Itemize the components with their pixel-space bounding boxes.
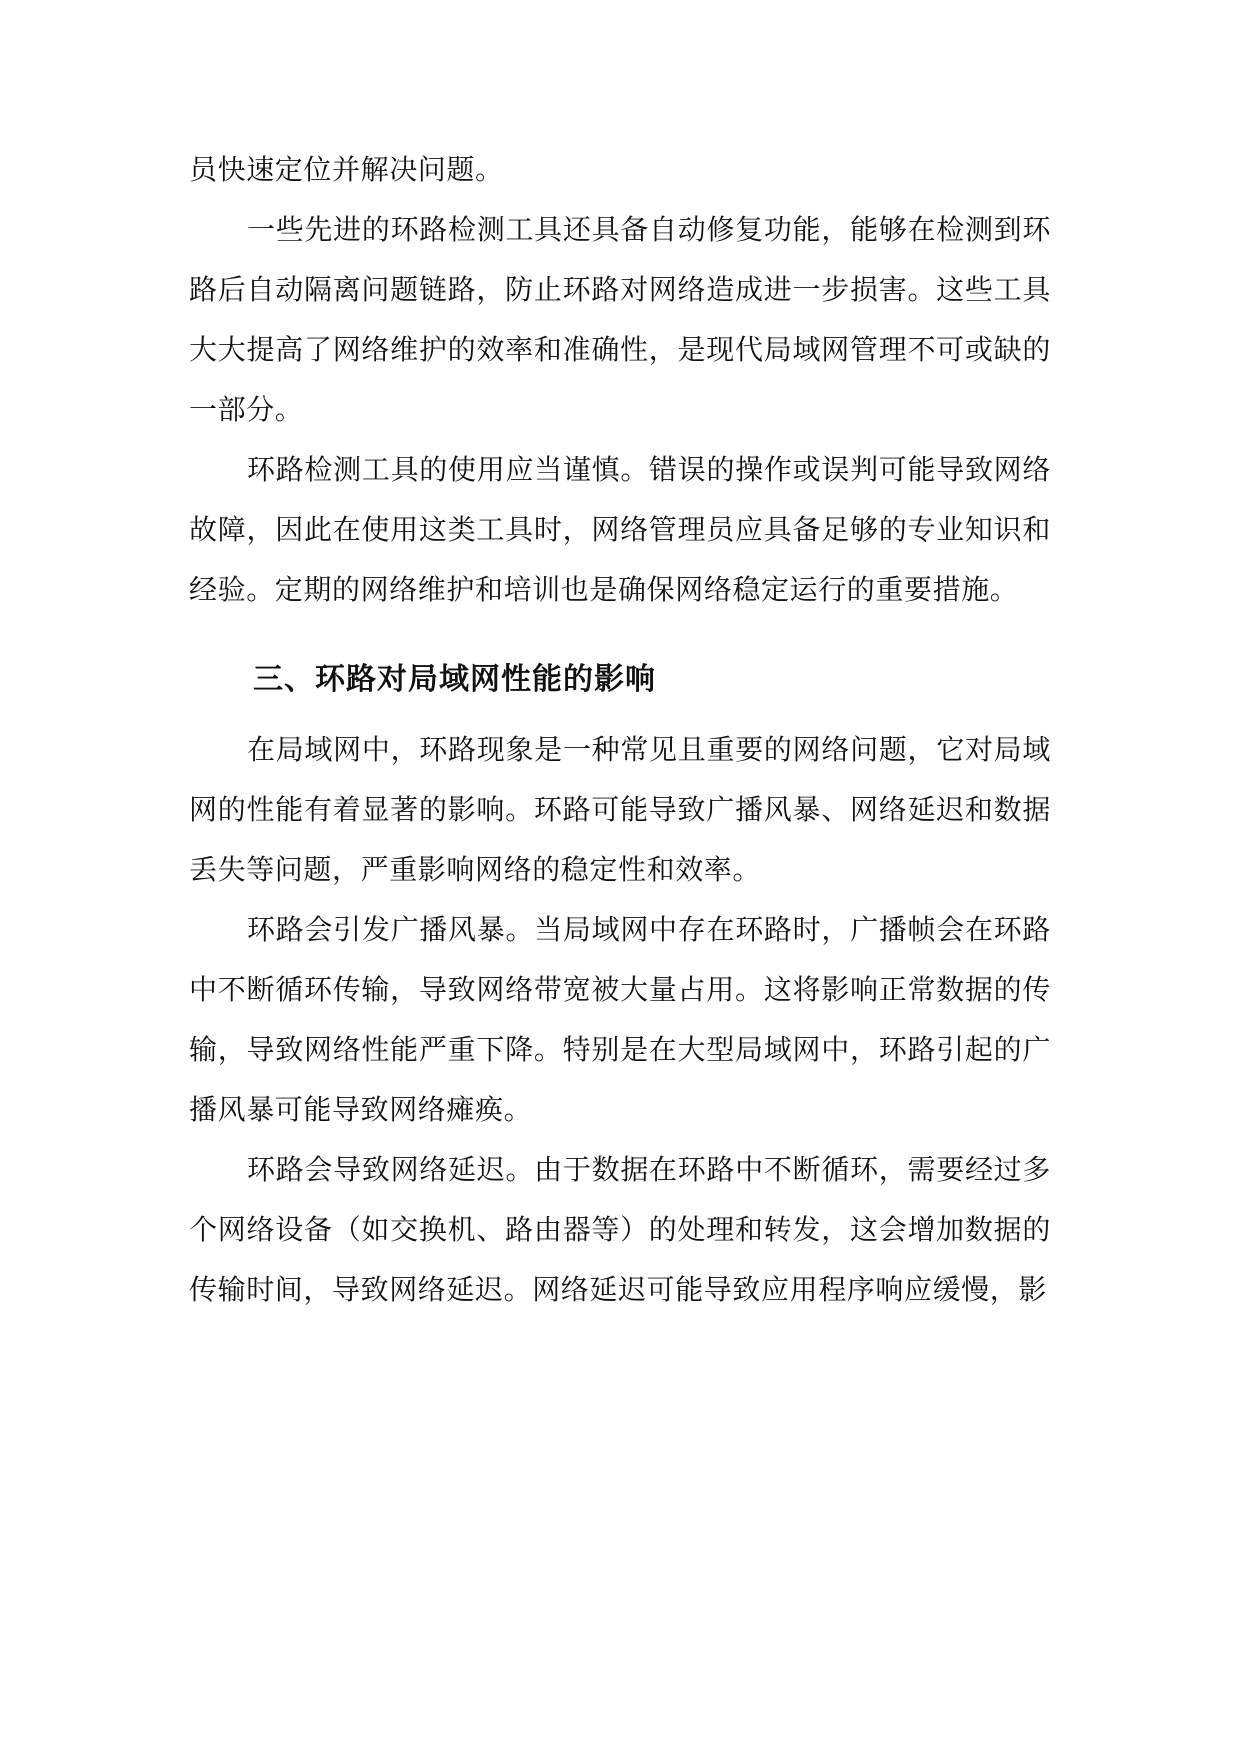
paragraph-loop-overview: 在局域网中，环路现象是一种常见且重要的网络问题，它对局域网的性能有着显著的影响。环路可能导致广播风暴、网络延迟和数据丢失等问题，严重影响网络的稳定性和效率。 [189, 733, 1051, 886]
paragraph-auto-repair: 一些先进的环路检测工具还具备自动修复功能，能够在检测到环路后自动隔离问题链路，防止环路对网络造成进一步损害。这些工具大大提高了网络维护的效率和准确性，是现代局域网管理不可或缺的一部分。 [189, 213, 1051, 426]
paragraph-continuation: 员快速定位并解决问题。 [189, 153, 504, 186]
document-body [189, 140, 1051, 1320]
paragraph-network-delay: 环路会导致网络延迟。由于数据在环路中不断循环，需要经过多个网络设备（如交换机、路由器等）的处理和转发，这会增加数据的传输时间，导致网络延迟。网络延迟可能导致应用程序响应缓慢，影 [189, 1153, 1051, 1306]
paragraph-tool-caution: 环路检测工具的使用应当谨慎。错误的操作或误判可能导致网络故障，因此在使用这类工具时，网络管理员应具备足够的专业知识和经验。定期的网络维护和培训也是确保网络稳定运行的重要措施。 [189, 453, 1051, 606]
section-heading: 三、环路对局域网性能的影响 [253, 662, 656, 697]
paragraph-broadcast-storm: 环路会引发广播风暴。当局域网中存在环路时，广播帧会在环路中不断循环传输，导致网络带宽被大量占用。这将影响正常数据的传输，导致网络性能严重下降。特别是在大型局域网中，环路引起的广播风暴可能导致网络瘫痪。 [189, 913, 1051, 1126]
